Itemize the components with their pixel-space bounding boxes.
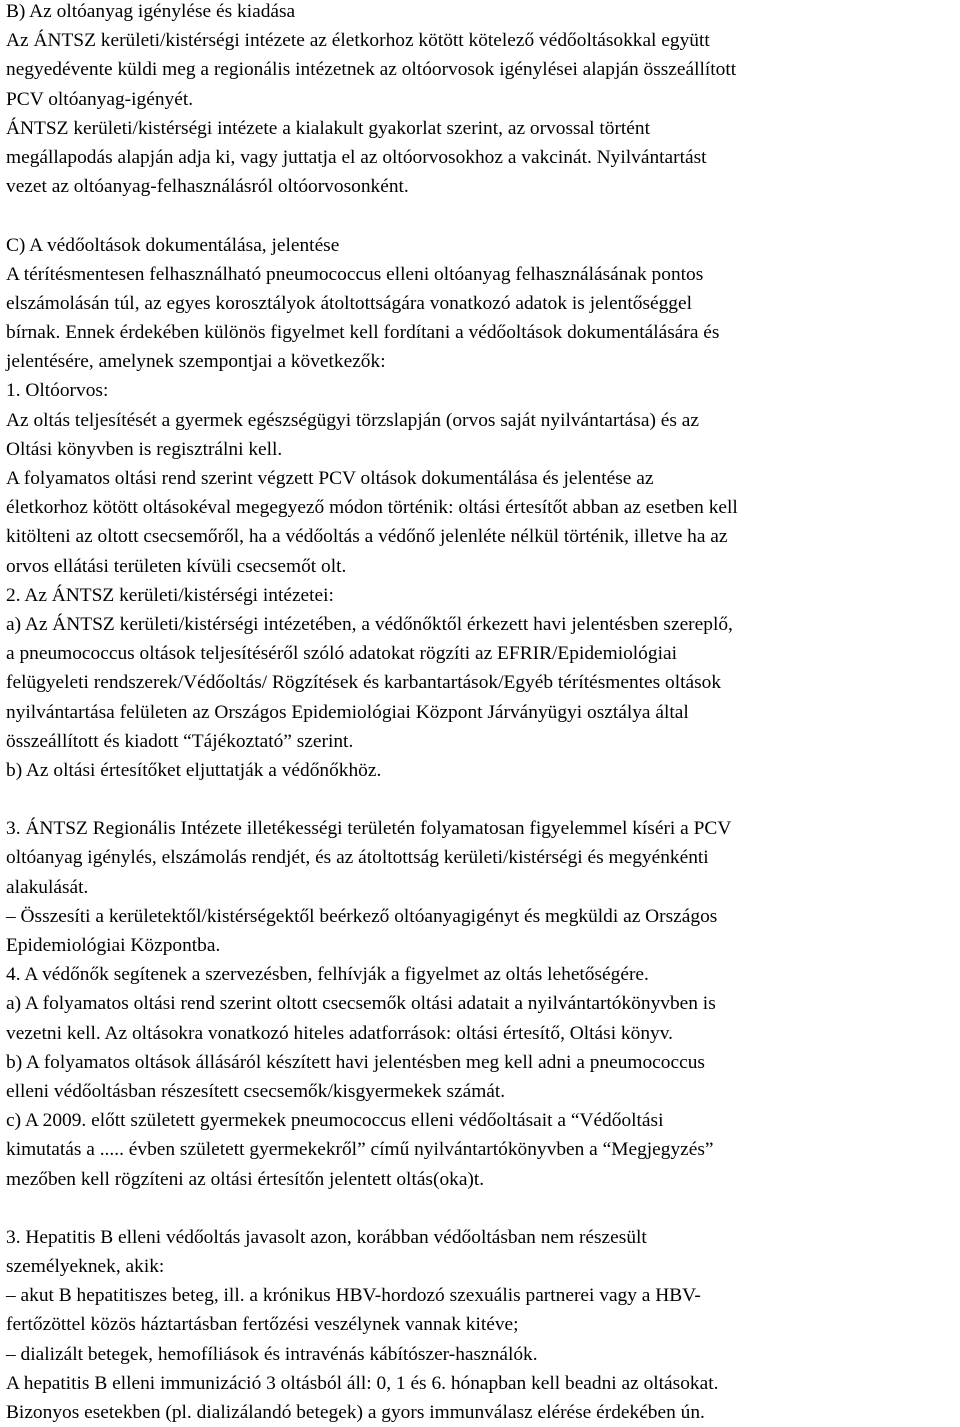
text-line: A térítésmentesen felhasználható pneumococcus elleni oltóanyag felhasználásának pontos (6, 263, 704, 285)
paragraph-gap (6, 1194, 954, 1223)
list-item-heading: 1. Oltóorvos: (6, 380, 109, 402)
text-line: kimutatás a ..... évben született gyermekekről” című nyilvántartókönyvben a “Megjegyzés” (6, 1139, 714, 1161)
section-3-regionalis-intezet (6, 814, 954, 1193)
list-item-heading: 4. A védőnők segítenek a szervezésben, felhívják a figyelmet az oltás lehetőségére. (6, 964, 649, 986)
section-b-oltoanyag-igenyles (6, 0, 954, 201)
text-line: elszámolásán túl, az egyes korosztályok átoltottságára vonatkozó adatok is jelentőséggel (6, 292, 692, 314)
section-heading: C) A védőoltások dokumentálása, jelentése (6, 234, 340, 256)
text-line: vezet az oltóanyag-felhasználásról oltóorvosonként. (6, 176, 409, 198)
text-line: c) A 2009. előtt született gyermekek pneumococcus elleni védőoltásait a “Védőoltási (6, 1110, 664, 1132)
paragraph-gap (6, 201, 954, 230)
text-line: megállapodás alapján adja ki, vagy juttatja el az oltóorvosokhoz a vakcinát. Nyilvántartást (6, 146, 707, 168)
text-line: alakulását. (6, 876, 89, 898)
text-line: A hepatitis B elleni immunizáció 3 oltásból áll: 0, 1 és 6. hónapban kell beadni az oltásokat. (6, 1372, 719, 1394)
text-line: oltóanyag igénylés, elszámolás rendjét, és az átoltottság kerületi/kistérségi és megyénkénti (6, 847, 709, 869)
paragraph-gap (6, 785, 954, 814)
list-item-heading: 3. ÁNTSZ Regionális Intézete illetékességi területén folyamatosan figyelemmel kíséri a PCV (6, 818, 732, 840)
text-line: jelentésére, amelynek szempontjai a következők: (6, 351, 386, 373)
section-heading: B) Az oltóanyag igénylése és kiadása (6, 1, 296, 22)
text-line: bírnak. Ennek érdekében különös figyelmet kell fordítani a védőoltások dokumentálására és (6, 322, 720, 344)
text-line: Az oltás teljesítését a gyermek egészségügyi törzslapján (orvos saját nyilvántartása) és az (6, 409, 699, 431)
bullet-line: – dializált betegek, hemofíliások és intravénás kábítószer-használók. (6, 1343, 538, 1365)
text-line: Bizonyos esetekben (pl. dializálandó betegek) a gyors immunválasz elérése érdekében ún. (6, 1402, 705, 1423)
text-line: vezetni kell. Az oltásokra vonatkozó hiteles adatforrások: oltási értesítő, Oltási könyv. (6, 1022, 673, 1044)
text-line: mezőben kell rögzíteni az oltási értesítőn jelentett oltás(oka)t. (6, 1168, 485, 1190)
text-line: – Összesíti a kerületektől/kistérségektől beérkező oltóanyagigényt és megküldi az Országos (6, 905, 718, 927)
text-line: ÁNTSZ kerületi/kistérségi intézete a kialakult gyakorlat szerint, az orvossal történt (6, 117, 650, 139)
bullet-line: – akut B hepatitiszes beteg, ill. a krónikus HBV-hordozó szexuális partnerei vagy a HBV- (6, 1285, 701, 1307)
text-line: Oltási könyvben is regisztrálni kell. (6, 438, 283, 460)
list-item-heading: 3. Hepatitis B elleni védőoltás javasolt azon, korábban védőoltásban nem részesült (6, 1226, 647, 1248)
text-line: személyeknek, akik: (6, 1256, 165, 1278)
text-line: életkorhoz kötött oltásokéval megegyező módon történik: oltási értesítőt abban az esetben kell (6, 497, 738, 519)
text-line: b) A folyamatos oltások állásáról készített havi jelentésben meg kell adni a pneumococcus (6, 1051, 705, 1073)
text-line: a pneumococcus oltások teljesítéséről szóló adatokat rögzíti az EFRIR/Epidemiológiai (6, 643, 677, 665)
text-line: Az ÁNTSZ kerületi/kistérségi intézete az életkorhoz kötött kötelező védőoltásokkal együtt (6, 30, 710, 52)
text-line: fertőzöttel közös háztartásban fertőzési veszélynek vannak kitéve; (6, 1314, 519, 1336)
text-line: Epidemiológiai Központba. (6, 935, 221, 956)
section-hepatitis-b (6, 1223, 954, 1427)
text-line: A folyamatos oltási rend szerint végzett PCV oltások dokumentálása és jelentése az (6, 468, 654, 489)
text-line: elleni védőoltásban részesített csecsemők/kisgyermekek számát. (6, 1080, 506, 1102)
text-line: nyilvántartása felületen az Országos Epidemiológiai Központ Járványügyi osztálya által (6, 701, 689, 723)
text-line: felügyeleti rendszerek/Védőoltás/ Rögzítések és karbantartások/Egyéb térítésmentes oltások (6, 672, 722, 694)
text-line: orvos ellátási területen kívüli csecsemőt olt. (6, 555, 347, 577)
list-item-heading: 2. Az ÁNTSZ kerületi/kistérségi intézetei: (6, 584, 334, 606)
text-line: b) Az oltási értesítőket eljuttatják a védőnőkhöz. (6, 759, 382, 781)
text-line: a) A folyamatos oltási rend szerint oltott csecsemők oltási adatait a nyilvántartókönyvben is (6, 993, 716, 1015)
text-line: negyedévente küldi meg a regionális intézetnek az oltóorvosok igénylései alapján összeállított (6, 59, 737, 81)
text-line: összeállított és kiadott “Tájékoztató” szerint. (6, 730, 354, 752)
text-line: PCV oltóanyag-igényét. (6, 88, 194, 110)
text-line: a) Az ÁNTSZ kerületi/kistérségi intézetében, a védőnőktől érkezett havi jelentésben szereplő, (6, 613, 733, 635)
text-line: kitölteni az oltott csecsemőről, ha a védőoltás a védőnő jelenléte nélkül történik, illetve ha az (6, 526, 728, 548)
section-c-dokumentalas (6, 231, 954, 786)
